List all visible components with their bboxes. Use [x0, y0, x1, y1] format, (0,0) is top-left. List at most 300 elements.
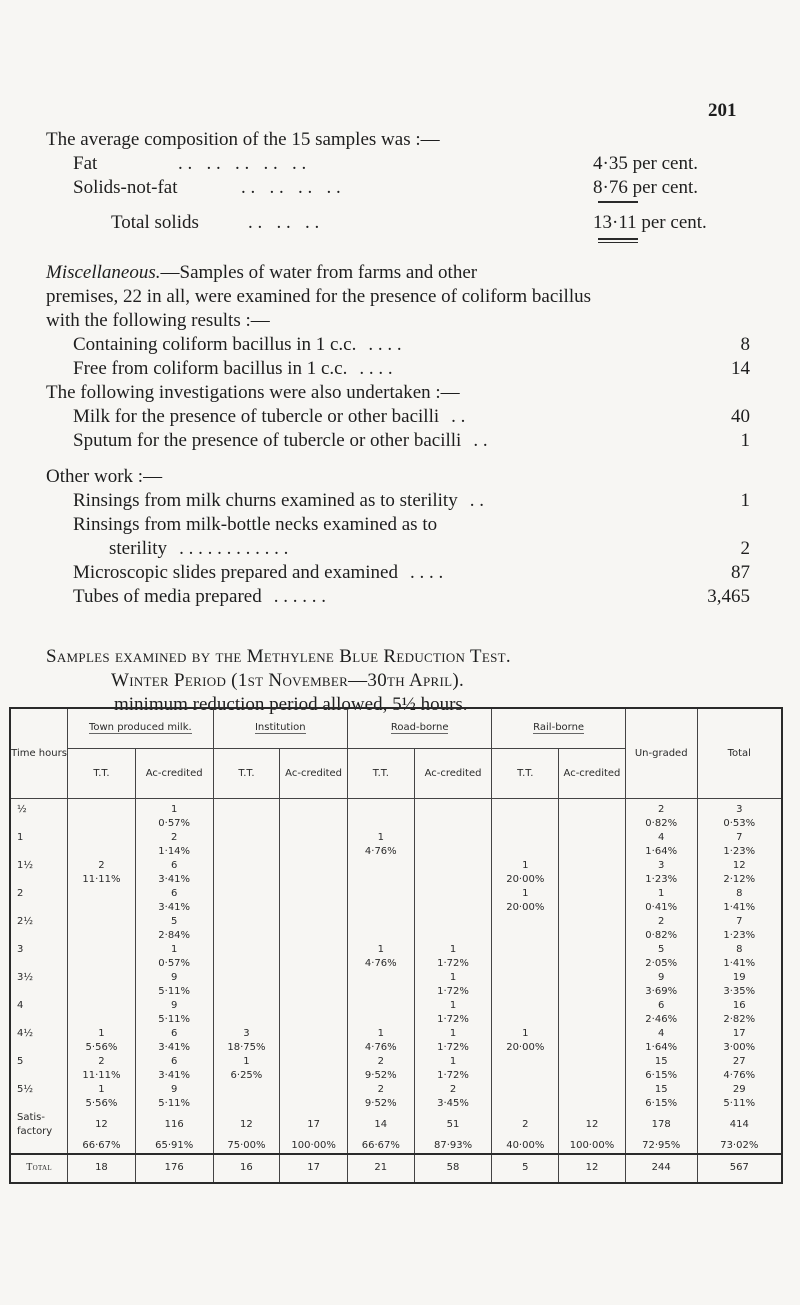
composition-value: 13·11 per cent.	[593, 212, 707, 233]
percent-cell	[414, 817, 492, 831]
percent-cell: 1·14%	[135, 845, 213, 859]
coliform-dots: . . . .	[368, 334, 402, 355]
count-cell: 12	[559, 1111, 626, 1139]
count-cell: 2	[135, 831, 213, 845]
percent-cell: 2·46%	[625, 1013, 697, 1027]
time-cell: 5	[10, 1055, 68, 1069]
time-cell: 4	[10, 999, 68, 1013]
percent-cell: 5·11%	[135, 985, 213, 999]
count-cell: 9	[625, 971, 697, 985]
coliform-row	[73, 358, 750, 380]
count-cell	[559, 1055, 626, 1069]
percent-cell	[68, 1013, 136, 1027]
percent-cell: 4·76%	[347, 1041, 414, 1055]
count-cell	[213, 887, 280, 901]
percent-cell: 100·00%	[559, 1139, 626, 1154]
table-row	[10, 1027, 782, 1041]
table-row-percent	[10, 1069, 782, 1083]
count-cell	[492, 831, 559, 845]
group-header-town: Town produced milk.	[68, 708, 213, 748]
total-double-rule	[598, 238, 638, 240]
count-cell: 1	[414, 1027, 492, 1041]
percent-cell: 20·00%	[492, 901, 559, 915]
percent-cell: 3·41%	[135, 901, 213, 915]
count-cell: 414	[697, 1111, 782, 1139]
investigation-dots: . .	[451, 406, 466, 427]
percent-cell: 11·11%	[68, 873, 136, 887]
percent-cell: 4·76%	[347, 845, 414, 859]
percent-cell: 5·11%	[135, 1013, 213, 1027]
percent-cell: 0·57%	[135, 957, 213, 971]
other-work-row	[73, 490, 750, 512]
percent-cell: 75·00%	[213, 1139, 280, 1154]
percent-cell	[347, 929, 414, 943]
percent-cell: 0·41%	[625, 901, 697, 915]
other-work-dots: . . . . . . . . . . . .	[179, 538, 289, 559]
count-cell	[492, 803, 559, 817]
count-cell: 1	[68, 1027, 136, 1041]
section-title: Samples examined by the Methylene Blue Reduction Test.	[46, 646, 511, 667]
count-cell: 6	[135, 1055, 213, 1069]
other-work-dots: . . . .	[410, 562, 444, 583]
count-cell: 1	[414, 1055, 492, 1069]
total-row	[10, 1154, 782, 1183]
count-cell: 15	[625, 1083, 697, 1097]
table-body	[10, 798, 782, 1183]
time-cell: 1½	[10, 859, 68, 873]
percent-cell: 3·41%	[135, 1069, 213, 1083]
count-cell: 4	[625, 1027, 697, 1041]
percent-cell	[492, 957, 559, 971]
count-cell: 2	[625, 803, 697, 817]
table-row	[10, 999, 782, 1013]
percent-cell: 65·91%	[135, 1139, 213, 1154]
percent-cell: 11·11%	[68, 1069, 136, 1083]
count-cell: 7	[697, 831, 782, 845]
count-cell: 1	[347, 1027, 414, 1041]
coliform-label: Free from coliform bacillus in 1 c.c.	[73, 358, 348, 379]
count-cell: 17	[280, 1111, 348, 1139]
count-cell	[213, 971, 280, 985]
count-cell: 9	[135, 971, 213, 985]
time-cell-empty	[10, 873, 68, 887]
percent-cell	[68, 901, 136, 915]
count-cell: 9	[135, 1083, 213, 1097]
count-cell: 1	[213, 1055, 280, 1069]
percent-cell: 2·05%	[625, 957, 697, 971]
count-cell: 6	[135, 859, 213, 873]
percent-cell	[280, 845, 348, 859]
other-work-row	[73, 562, 750, 584]
count-cell: 14	[347, 1111, 414, 1139]
other-work-row	[73, 586, 750, 608]
count-cell: 1	[135, 943, 213, 957]
count-cell	[414, 831, 492, 845]
count-cell: 116	[135, 1111, 213, 1139]
percent-cell: 0·57%	[135, 817, 213, 831]
time-cell-empty	[10, 929, 68, 943]
percent-cell: 3·45%	[414, 1097, 492, 1111]
composition-intro: The average composition of the 15 samples was :—	[46, 129, 440, 150]
other-work-dots: . . . . . .	[273, 586, 326, 607]
count-cell	[280, 915, 348, 929]
count-cell	[213, 915, 280, 929]
percent-cell: 6·15%	[625, 1069, 697, 1083]
count-cell	[68, 971, 136, 985]
misc-line-3: with the following results :—	[46, 310, 270, 331]
time-cell: 3	[10, 943, 68, 957]
count-cell	[347, 971, 414, 985]
percent-cell: 9·52%	[347, 1097, 414, 1111]
other-work-label: Rinsings from milk-bottle necks examined as to	[73, 514, 438, 535]
percent-cell	[213, 929, 280, 943]
composition-row	[73, 177, 698, 199]
percent-cell: 3·41%	[135, 1041, 213, 1055]
percent-cell	[347, 873, 414, 887]
count-cell: 1	[492, 887, 559, 901]
count-cell	[492, 1055, 559, 1069]
coliform-value: 8	[740, 334, 750, 355]
percent-cell	[559, 1097, 626, 1111]
other-work-dots: . .	[469, 490, 484, 511]
count-cell	[280, 859, 348, 873]
count-cell: 5	[135, 915, 213, 929]
count-cell	[280, 943, 348, 957]
count-cell: 16	[697, 999, 782, 1013]
count-cell: 4	[625, 831, 697, 845]
percent-cell	[213, 845, 280, 859]
count-cell	[559, 915, 626, 929]
count-cell	[280, 999, 348, 1013]
percent-cell: 1·64%	[625, 1041, 697, 1055]
table-row	[10, 859, 782, 873]
count-cell: 3	[697, 803, 782, 817]
count-cell	[280, 887, 348, 901]
percent-cell	[213, 873, 280, 887]
percent-cell: 87·93%	[414, 1139, 492, 1154]
count-cell	[559, 803, 626, 817]
other-work-label: Microscopic slides prepared and examined	[73, 562, 398, 583]
composition-value: 8·76 per cent.	[593, 177, 698, 198]
percent-cell	[492, 817, 559, 831]
table-row-percent	[10, 873, 782, 887]
percent-cell	[280, 901, 348, 915]
time-cell-empty	[10, 1041, 68, 1055]
composition-label: Solids-not-fat	[73, 177, 178, 198]
percent-cell: 3·69%	[625, 985, 697, 999]
count-cell: 1	[414, 999, 492, 1013]
col-header-accredited: Ac-credited	[135, 748, 213, 798]
count-cell: 6	[625, 999, 697, 1013]
count-cell	[559, 999, 626, 1013]
percent-cell	[347, 985, 414, 999]
other-work-value: 1	[740, 490, 750, 511]
percent-cell	[559, 985, 626, 999]
percent-cell	[492, 1013, 559, 1027]
composition-dots: . . . . . . . .	[241, 177, 341, 198]
count-cell	[213, 803, 280, 817]
col-header-accredited: Ac-credited	[280, 748, 348, 798]
count-cell	[347, 803, 414, 817]
time-cell-empty	[10, 901, 68, 915]
count-cell	[559, 1083, 626, 1097]
time-cell: 2½	[10, 915, 68, 929]
percent-cell: 2·82%	[697, 1013, 782, 1027]
percent-cell: 0·82%	[625, 817, 697, 831]
misc-paragraph	[46, 262, 477, 284]
count-cell: 19	[697, 971, 782, 985]
composition-row	[111, 212, 707, 234]
time-cell-empty	[10, 845, 68, 859]
count-cell	[213, 943, 280, 957]
percent-cell: 1·41%	[697, 957, 782, 971]
percent-cell	[347, 817, 414, 831]
count-cell: 1	[347, 943, 414, 957]
percent-cell: 1·72%	[414, 1069, 492, 1083]
investigation-row	[73, 430, 750, 452]
percent-cell: 5·11%	[697, 1097, 782, 1111]
total-cell: 567	[697, 1154, 782, 1183]
percent-cell	[559, 1041, 626, 1055]
percent-cell	[213, 1013, 280, 1027]
percent-cell	[559, 929, 626, 943]
count-cell	[414, 803, 492, 817]
percent-cell	[492, 1097, 559, 1111]
other-work-value: 87	[731, 562, 750, 583]
count-cell	[414, 887, 492, 901]
total-cell: 16	[213, 1154, 280, 1183]
other-work-row	[73, 514, 750, 536]
table-row	[10, 831, 782, 845]
coliform-dots: . . . .	[359, 358, 393, 379]
count-cell: 7	[697, 915, 782, 929]
count-cell	[68, 943, 136, 957]
count-cell	[68, 831, 136, 845]
count-cell	[414, 859, 492, 873]
count-cell	[559, 943, 626, 957]
count-cell	[68, 915, 136, 929]
count-cell	[213, 1083, 280, 1097]
percent-cell: 20·00%	[492, 1041, 559, 1055]
count-cell	[347, 887, 414, 901]
total-cell: 21	[347, 1154, 414, 1183]
percent-cell: 72·95%	[625, 1139, 697, 1154]
percent-cell: 1·72%	[414, 1013, 492, 1027]
count-cell	[280, 831, 348, 845]
count-cell: 2	[68, 1055, 136, 1069]
table-row-percent	[10, 845, 782, 859]
count-cell: 9	[135, 999, 213, 1013]
percent-cell: 6·25%	[213, 1069, 280, 1083]
percent-cell	[492, 1069, 559, 1083]
count-cell: 1	[68, 1083, 136, 1097]
count-cell	[213, 999, 280, 1013]
other-work-intro: Other work :—	[46, 466, 163, 487]
count-cell	[492, 999, 559, 1013]
time-cell-empty	[10, 817, 68, 831]
percent-cell: 100·00%	[280, 1139, 348, 1154]
count-cell: 6	[135, 1027, 213, 1041]
percent-cell	[559, 1069, 626, 1083]
table-row	[10, 887, 782, 901]
composition-value: 4·35 per cent.	[593, 153, 698, 174]
percent-cell: 2·12%	[697, 873, 782, 887]
other-work-label: Rinsings from milk churns examined as to sterility	[73, 490, 458, 511]
percent-cell	[559, 873, 626, 887]
percent-cell	[492, 985, 559, 999]
count-cell: 2	[68, 859, 136, 873]
count-cell	[559, 831, 626, 845]
count-cell	[559, 887, 626, 901]
total-cell: 5	[492, 1154, 559, 1183]
percent-cell: 66·67%	[347, 1139, 414, 1154]
coliform-row	[73, 334, 750, 356]
percent-cell	[414, 929, 492, 943]
percent-cell	[280, 1013, 348, 1027]
percent-cell: 73·02%	[697, 1139, 782, 1154]
percent-cell	[559, 957, 626, 971]
subtitle-period: Winter Period (1st November—30th April).	[111, 670, 465, 691]
table-row	[10, 915, 782, 929]
count-cell: 17	[697, 1027, 782, 1041]
other-work-value: 2	[740, 538, 750, 559]
table-row-percent	[10, 1139, 782, 1154]
time-cell-empty	[10, 1013, 68, 1027]
percent-cell: 1·72%	[414, 1041, 492, 1055]
percent-cell: 4·76%	[697, 1069, 782, 1083]
count-cell	[280, 1083, 348, 1097]
percent-cell	[68, 957, 136, 971]
misc-heading: Miscellaneous.	[46, 262, 161, 283]
count-cell	[492, 943, 559, 957]
table-row-percent	[10, 901, 782, 915]
percent-cell	[280, 817, 348, 831]
percent-cell: 1·64%	[625, 845, 697, 859]
sum-rule	[598, 201, 638, 203]
percent-cell: 1·72%	[414, 985, 492, 999]
misc-line-2: premises, 22 in all, were examined for the presence of coliform bacillus	[46, 286, 591, 307]
other-work-label: Tubes of media prepared	[73, 586, 262, 607]
percent-cell	[414, 873, 492, 887]
count-cell: 2	[492, 1111, 559, 1139]
composition-label: Total solids	[111, 212, 199, 233]
percent-cell: 1·23%	[625, 873, 697, 887]
percent-cell: 18·75%	[213, 1041, 280, 1055]
percent-cell	[347, 1013, 414, 1027]
time-cell: 2	[10, 887, 68, 901]
table-row-percent	[10, 817, 782, 831]
table-row-percent	[10, 957, 782, 971]
count-cell: 8	[697, 943, 782, 957]
table-row-percent	[10, 929, 782, 943]
col-header-tt: T.T.	[213, 748, 280, 798]
table-row	[10, 1055, 782, 1069]
percent-cell	[492, 929, 559, 943]
composition-row	[73, 153, 698, 175]
count-cell: 8	[697, 887, 782, 901]
percent-cell	[213, 957, 280, 971]
col-header-tt: T.T.	[347, 748, 414, 798]
percent-cell: 1·72%	[414, 957, 492, 971]
investigations-intro: The following investigations were also undertaken :—	[46, 382, 460, 403]
percent-cell: 4·76%	[347, 957, 414, 971]
percent-cell: 5·56%	[68, 1097, 136, 1111]
col-header-tt: T.T.	[68, 748, 136, 798]
percent-cell: 20·00%	[492, 873, 559, 887]
composition-dots: . . . . . . . . . .	[178, 153, 307, 174]
percent-cell	[213, 1097, 280, 1111]
time-header: Time hours	[10, 708, 68, 798]
percent-cell: 40·00%	[492, 1139, 559, 1154]
percent-cell: 6·15%	[625, 1097, 697, 1111]
total-cell: 244	[625, 1154, 697, 1183]
table-row	[10, 1083, 782, 1097]
count-cell: 2	[625, 915, 697, 929]
group-header-rail: Rail-borne	[492, 708, 625, 748]
percent-cell	[559, 901, 626, 915]
count-cell: 3	[625, 859, 697, 873]
time-cell: 4½	[10, 1027, 68, 1041]
count-cell: 2	[347, 1083, 414, 1097]
count-cell	[492, 1083, 559, 1097]
percent-cell	[414, 845, 492, 859]
count-cell	[559, 1027, 626, 1041]
count-cell: 1	[414, 943, 492, 957]
percent-cell: 3·00%	[697, 1041, 782, 1055]
count-cell: 12	[697, 859, 782, 873]
percent-cell: 2·84%	[135, 929, 213, 943]
percent-cell	[68, 985, 136, 999]
time-cell: 3½	[10, 971, 68, 985]
count-cell	[559, 971, 626, 985]
col-header-accredited: Ac-credited	[559, 748, 626, 798]
percent-cell: 9·52%	[347, 1069, 414, 1083]
time-cell-empty	[10, 1097, 68, 1111]
percent-cell	[559, 817, 626, 831]
count-cell	[559, 859, 626, 873]
col-header-accredited: Ac-credited	[414, 748, 492, 798]
time-cell: 1	[10, 831, 68, 845]
total-double-rule	[598, 242, 638, 243]
count-cell: 3	[213, 1027, 280, 1041]
percent-cell: 3·41%	[135, 873, 213, 887]
count-cell: 1	[492, 1027, 559, 1041]
coliform-label: Containing coliform bacillus in 1 c.c.	[73, 334, 357, 355]
coliform-value: 14	[731, 358, 750, 379]
percent-cell	[213, 985, 280, 999]
count-cell	[68, 887, 136, 901]
percent-cell	[280, 1069, 348, 1083]
percent-cell	[280, 1041, 348, 1055]
total-cell: 17	[280, 1154, 348, 1183]
count-cell: 6	[135, 887, 213, 901]
investigation-label: Sputum for the presence of tubercle or other bacilli	[73, 430, 462, 451]
composition-dots: . . . . . .	[248, 212, 320, 233]
percent-cell: 0·53%	[697, 817, 782, 831]
other-work-value: 3,465	[707, 586, 750, 607]
table-row	[10, 1111, 782, 1139]
table-row	[10, 971, 782, 985]
total-cell: 18	[68, 1154, 136, 1183]
count-cell	[68, 803, 136, 817]
percent-cell: 5·11%	[135, 1097, 213, 1111]
total-cell: 12	[559, 1154, 626, 1183]
count-cell	[280, 971, 348, 985]
count-cell: 2	[414, 1083, 492, 1097]
col-header-tt: T.T.	[492, 748, 559, 798]
composition-label: Fat	[73, 153, 98, 174]
time-cell: 5½	[10, 1083, 68, 1097]
